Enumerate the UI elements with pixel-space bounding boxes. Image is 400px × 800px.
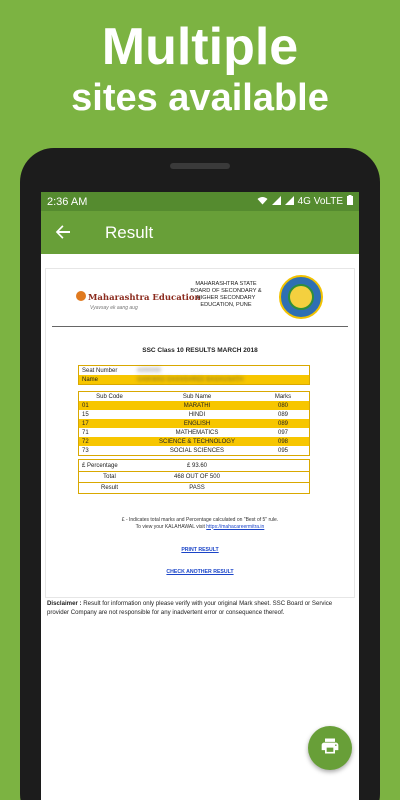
result-title: SSC Class 10 RESULTS MARCH 2018	[142, 347, 258, 354]
result-card	[45, 268, 355, 598]
table-row: 71 MATHEMATICS 097	[82, 429, 288, 436]
total-row	[79, 471, 309, 482]
kalahawal-note: To view your KALAHAWAL visit https://mahacareermitra.in	[135, 523, 265, 530]
status-bar	[41, 192, 359, 211]
total-value: 468 OUT OF 500	[174, 474, 220, 480]
maharashtra-education-logo: Maharashtra Education Vyavsay ek aang aug	[76, 287, 201, 311]
result-webview[interactable]	[41, 254, 359, 800]
back-arrow-icon[interactable]	[41, 220, 85, 246]
app-bar-title: Result	[105, 222, 154, 242]
marks-table	[78, 391, 310, 456]
board-seal-icon	[279, 275, 323, 319]
phone-speaker	[170, 163, 230, 169]
percentage-value: £ 93.60	[186, 462, 208, 469]
result-notes	[46, 517, 354, 530]
signal-icon-2	[285, 196, 294, 208]
seat-label: Seat Number	[82, 367, 118, 374]
result-label: Result	[100, 485, 118, 491]
disclaimer	[47, 599, 353, 617]
marks-header-row	[79, 392, 309, 401]
promo-headline: Multiple	[101, 18, 299, 76]
name-value: GAIKWAD DHANSHREE BAGHUNATH	[137, 376, 244, 383]
table-row: 15 HINDI 089	[82, 411, 288, 418]
mahacareermitra-link[interactable]: https://mahacareermitra.in	[206, 523, 265, 530]
network-type: 4G VoLTE	[297, 196, 343, 207]
percentage-label: £ Percentage	[82, 462, 118, 469]
best-of-five-note: £ - Indicates total marks and Percentage calculated on "Best of 5" rule.	[121, 517, 279, 523]
table-row: 01 MARATHI 080	[79, 401, 309, 410]
print-fab-button[interactable]	[308, 726, 352, 770]
disclaimer-label: Disclaimer :	[47, 600, 82, 607]
print-result-link[interactable]: PRINT RESULT	[181, 547, 219, 553]
seat-value: A000000	[137, 367, 162, 374]
promo-banner	[0, 18, 400, 120]
disclaimer-text: Result for information only please verify with your original Mark sheet. SSC Board or Service provider Company are not responsible for any inadvertent error or consequence thereof.	[47, 600, 333, 616]
table-row: 73 SOCIAL SCIENCES 095	[82, 447, 288, 454]
battery-icon	[347, 195, 353, 208]
col-sub-code: Sub Code	[96, 393, 123, 400]
col-marks: Marks	[274, 393, 292, 400]
summary-table	[78, 459, 310, 494]
promo-subheadline: sites available	[71, 77, 329, 119]
check-another-result-link[interactable]: CHECK ANOTHER RESULT	[166, 569, 234, 575]
table-row: 17 ENGLISH 089	[79, 419, 309, 428]
seat-row	[79, 366, 309, 375]
phone-screen	[41, 192, 359, 800]
student-info-table	[78, 365, 310, 385]
header-divider	[52, 326, 348, 327]
name-label: Name	[82, 376, 99, 383]
printer-icon	[320, 736, 340, 761]
wifi-icon	[257, 196, 268, 208]
percentage-row	[79, 460, 309, 471]
board-header	[46, 273, 354, 327]
board-name: MAHARASHTRA STATE BOARD OF SECONDARY & HIGHER SECONDARY EDUCATION, PUNE	[190, 281, 262, 308]
total-label: Total	[103, 474, 116, 480]
status-icons	[257, 195, 353, 208]
table-row: 72 SCIENCE & TECHNOLOGY 098	[79, 437, 309, 446]
phone-frame	[20, 148, 380, 800]
status-time: 2:36 AM	[47, 195, 88, 208]
result-row	[79, 482, 309, 493]
app-bar	[41, 211, 359, 254]
signal-icon	[272, 196, 281, 208]
name-row	[79, 375, 309, 384]
logo-mark-icon	[76, 291, 86, 301]
result-value: PASS	[189, 485, 205, 491]
col-sub-name: Sub Name	[182, 393, 212, 400]
